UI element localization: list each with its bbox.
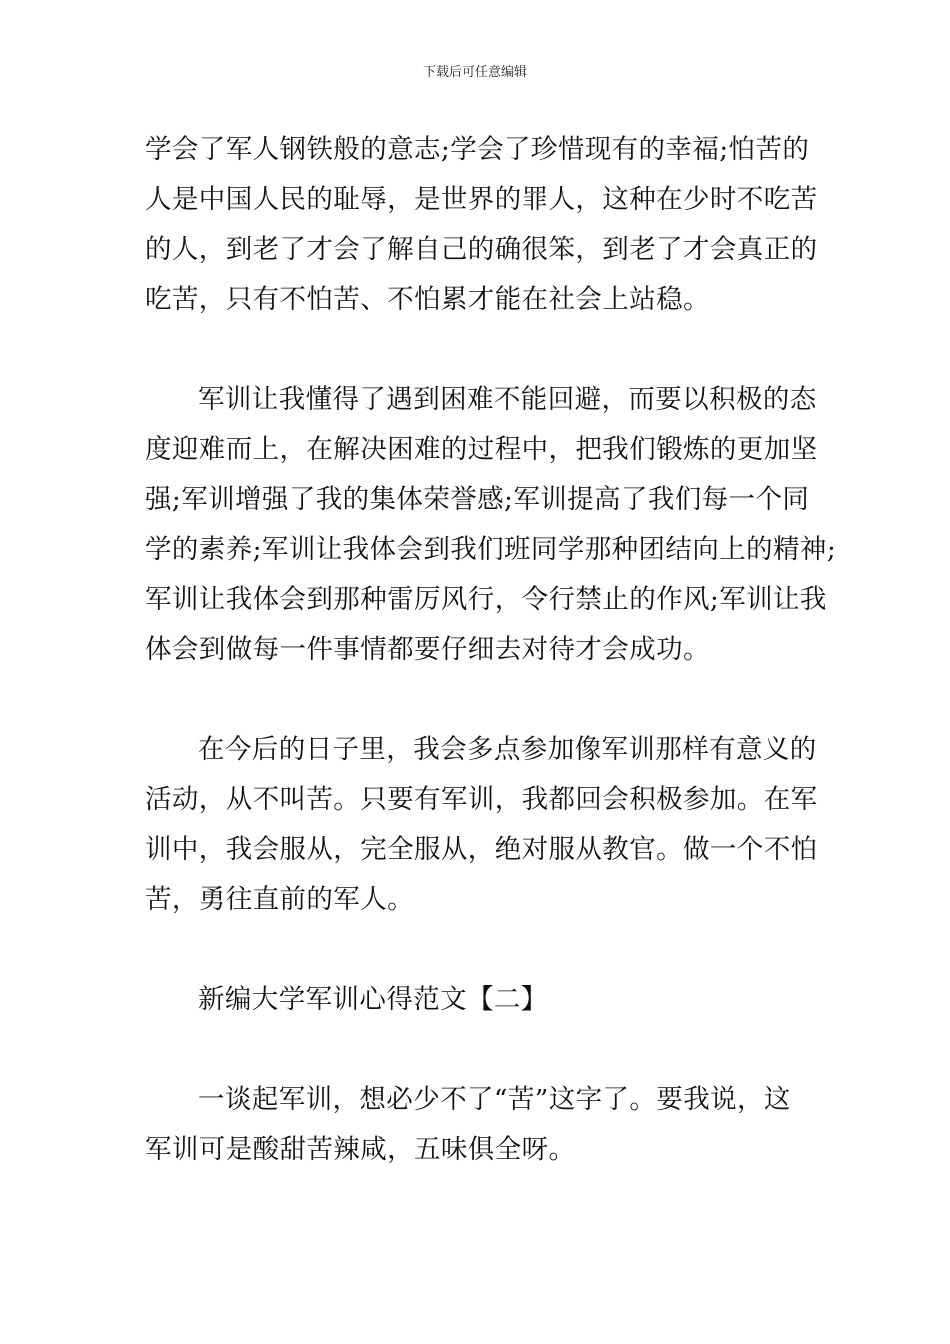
paragraph-line: 强;军训增强了我的集体荣誉感;军训提高了我们每一个同 <box>145 484 810 515</box>
paragraph-3 <box>145 725 818 925</box>
paragraph-line: 在今后的日子里，我会多点参加像军训那样有意义的 <box>198 734 817 765</box>
paragraph-line: 学会了军人钢铁般的意志;学会了珍惜现有的幸福;怕苦的 <box>145 134 810 165</box>
paragraph-line: 体会到做每一件事情都要仔细去对待才会成功。 <box>145 634 710 665</box>
paragraph-line: 度迎难而上，在解决困难的过程中，把我们锻炼的更加坚 <box>145 434 818 465</box>
paragraph-5 <box>145 1075 815 1175</box>
document-body <box>145 125 837 1175</box>
page-header: 下载后可任意编辑 <box>422 65 527 80</box>
paragraph-2 <box>145 375 837 675</box>
paragraph-1 <box>145 125 818 325</box>
section-heading-text: 新编大学军训心得范文【二】 <box>198 984 548 1015</box>
paragraph-gap <box>145 925 815 975</box>
paragraph-line: 吃苦，只有不怕苦、不怕累才能在社会上站稳。 <box>145 284 710 315</box>
paragraph-line: 训中，我会服从，完全服从，绝对服从教官。做一个不怕 <box>145 834 818 865</box>
paragraph-line: 苦，勇往直前的军人。 <box>145 884 414 915</box>
paragraph-line: 一谈起军训，想必少不了“苦”这字了。要我说，这 <box>198 1084 791 1115</box>
paragraph-gap <box>145 1025 815 1075</box>
section-heading <box>145 975 815 1025</box>
paragraph-line: 军训可是酸甜苦辣咸，五味俱全呀。 <box>145 1134 576 1165</box>
paragraph-line: 军训让我体会到那种雷厉风行，令行禁止的作风;军训让我 <box>145 584 827 615</box>
paragraph-gap <box>145 325 815 375</box>
paragraph-line: 人是中国人民的耻辱，是世界的罪人，这种在少时不吃苦 <box>145 184 818 215</box>
paragraph-gap <box>145 675 815 725</box>
paragraph-line: 军训让我懂得了遇到困难不能回避，而要以积极的态 <box>198 384 817 415</box>
paragraph-line: 活动，从不叫苦。只要有军训，我都回会积极参加。在军 <box>145 784 818 815</box>
paragraph-line: 的人，到老了才会了解自己的确很笨，到老了才会真正的 <box>145 234 818 265</box>
paragraph-line: 学的素养;军训让我体会到我们班同学那种团结向上的精神; <box>145 534 837 565</box>
